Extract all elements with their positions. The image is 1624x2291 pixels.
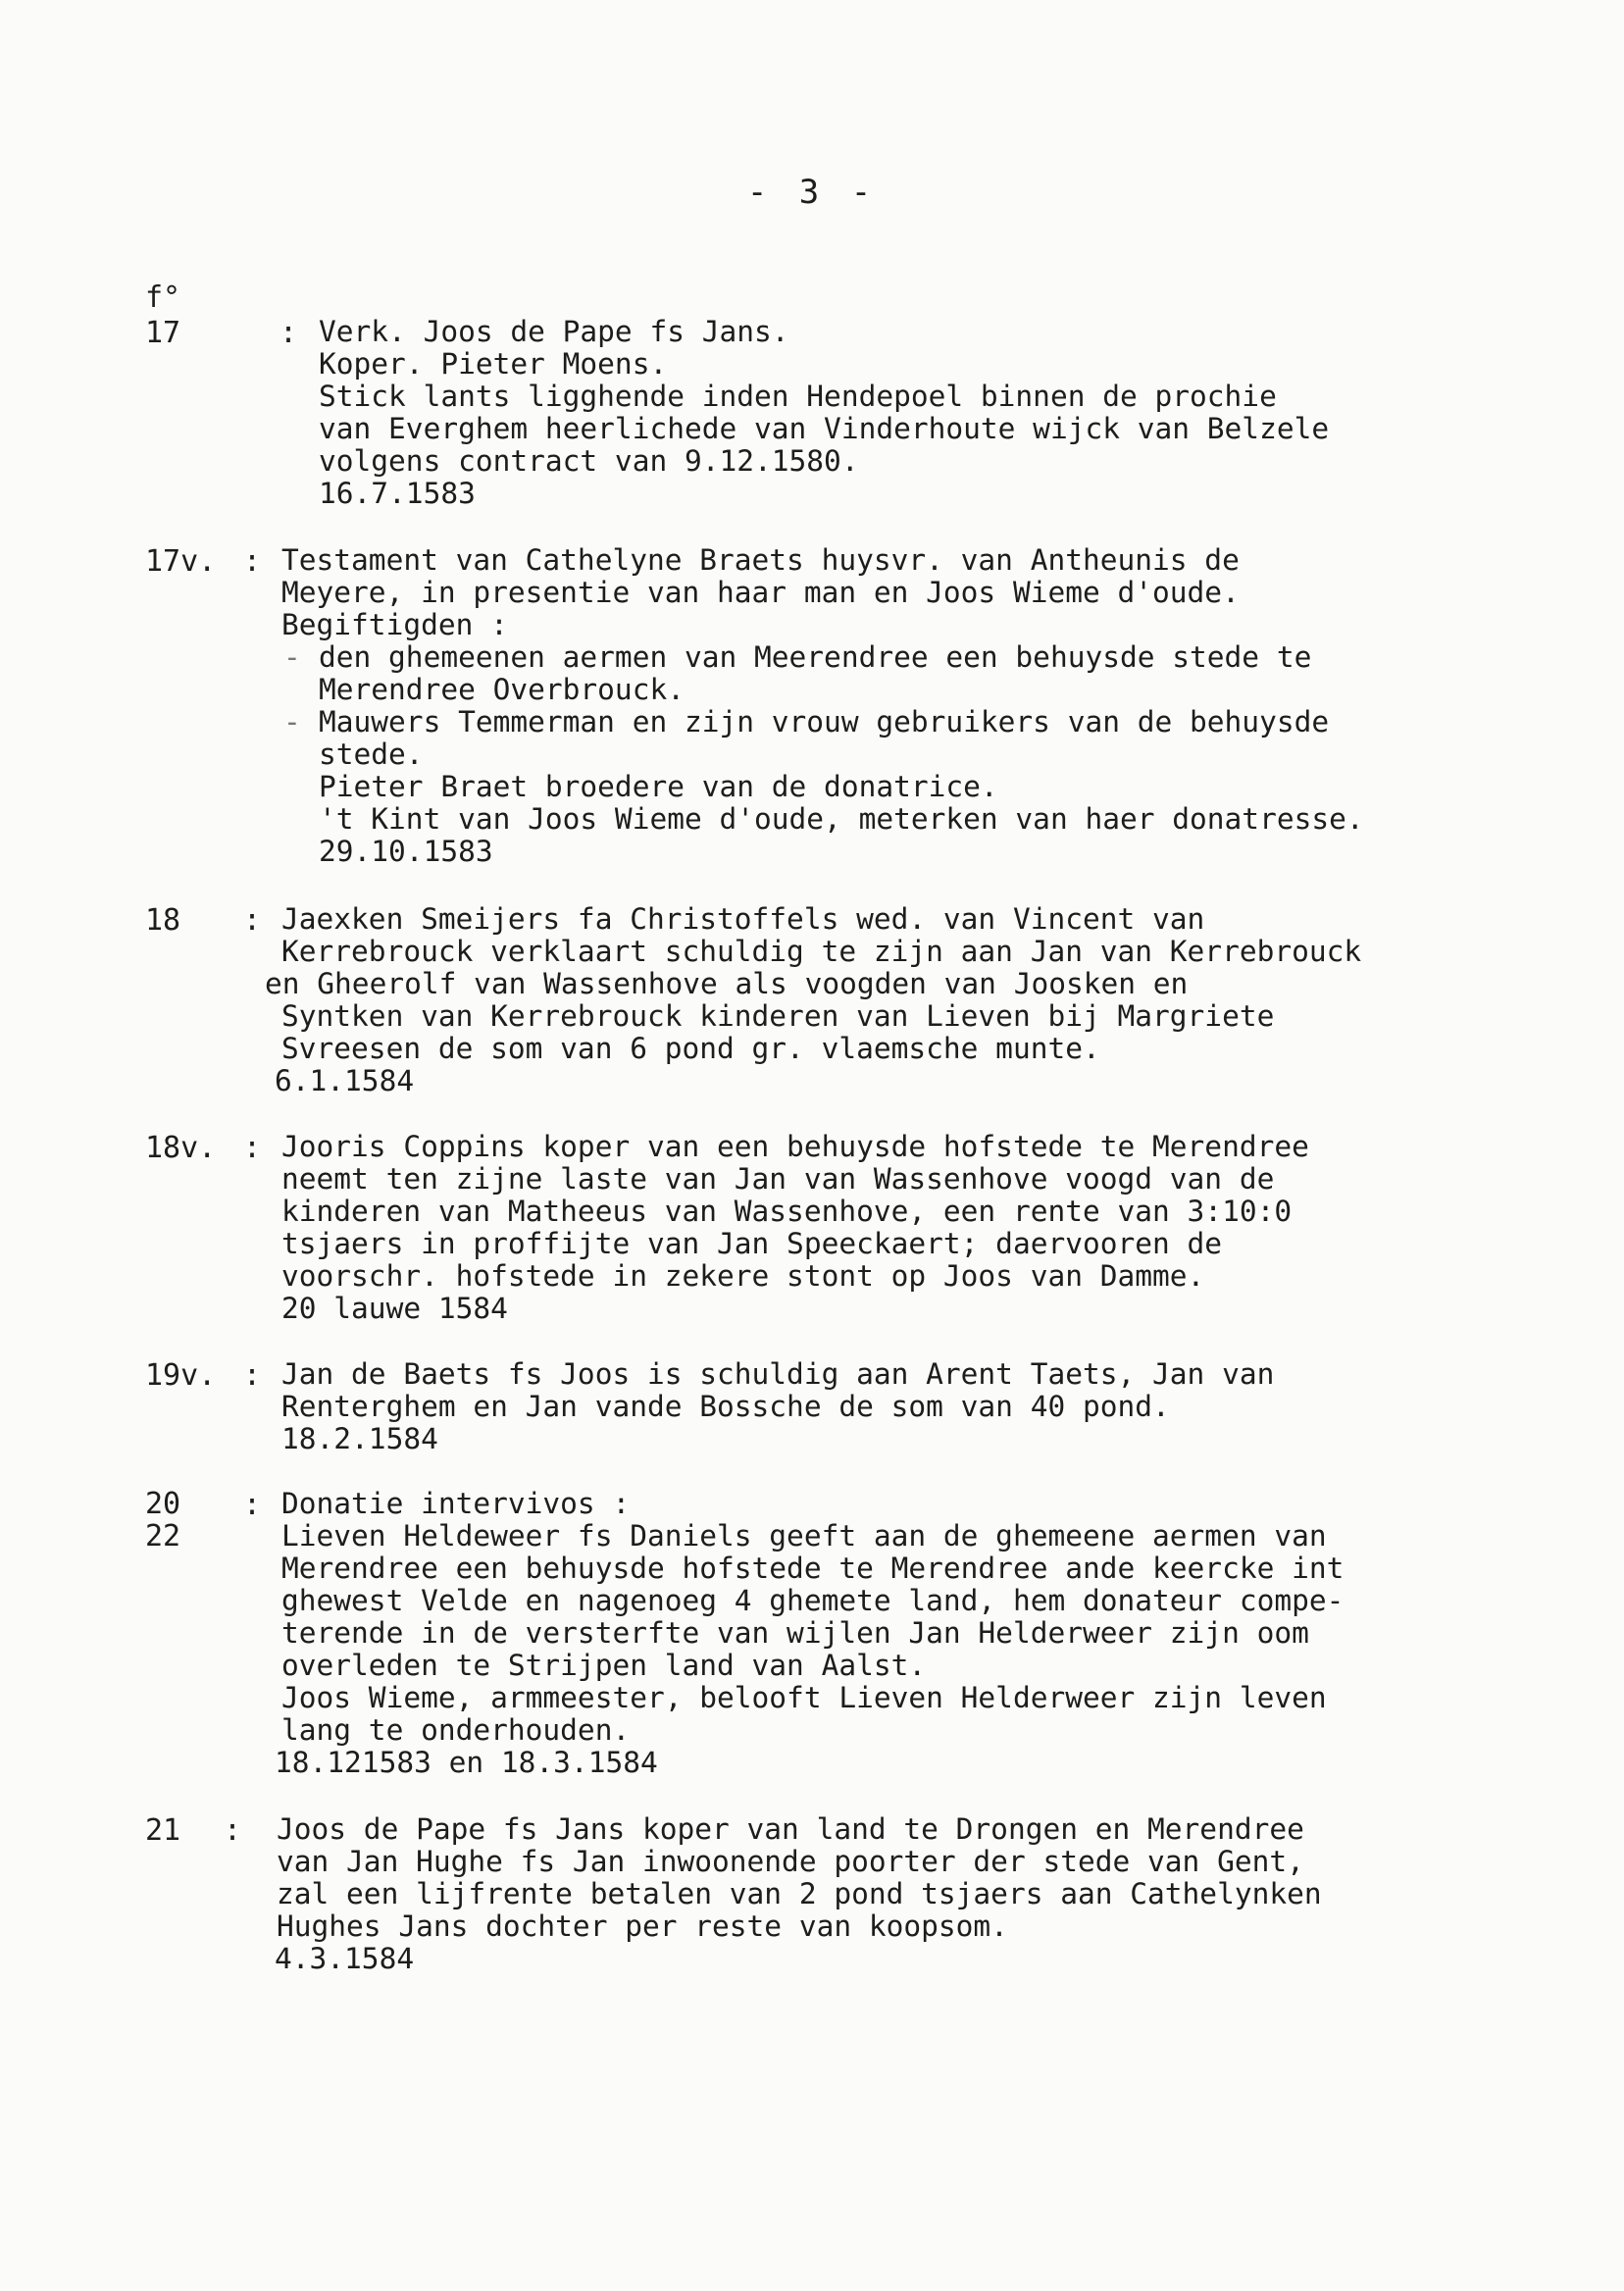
entry-line: Svreesen de som van 6 pond gr. vlaemsche munte. [281, 1032, 1100, 1065]
entry-date: 18.2.1584 [281, 1422, 438, 1455]
entry-line: Joos Wieme, armmeester, belooft Lieven Helderweer zijn leven [281, 1681, 1327, 1714]
colon-separator: : [243, 1488, 262, 1522]
list-item: - den ghemeenen aermen van Meerendree een behuysde stede te [319, 641, 1311, 674]
folio-number: 17v. [145, 544, 217, 579]
entry-line: zal een lijfrente betalen van 2 pond tsjaers aan Cathelynken [277, 1877, 1322, 1910]
entry-line: Pieter Braet broedere van de donatrice. [319, 770, 998, 803]
entry-line: Donatie intervivos : [281, 1487, 631, 1520]
colon-separator: : [279, 316, 298, 350]
entry-line: ghewest Velde en nagenoeg 4 ghemete land, hem donateur compe- [281, 1584, 1345, 1617]
entry-line: Jan de Baets fs Joos is schuldig aan Arent Taets, Jan van [281, 1357, 1275, 1391]
entry-line: Merendree Overbrouck. [319, 673, 685, 706]
entry-line: van Jan Hughe fs Jan inwoonende poorter der stede van Gent, [277, 1845, 1304, 1878]
colon-separator: : [243, 544, 262, 579]
entry-line: kinderen van Matheeus van Wassenhove, een rente van 3:10:0 [281, 1195, 1293, 1228]
entry-line: van Everghem heerlichede van Vinderhoute wijck van Belzele [319, 412, 1330, 445]
entry-date: 29.10.1583 [319, 835, 493, 868]
entry-line: Hughes Jans dochter per reste van koopsom. [277, 1909, 1008, 1943]
entry-line: lang te onderhouden. [281, 1713, 631, 1747]
entry-line: Lieven Heldeweer fs Daniels geeft aan de ghemeene aermen van [281, 1519, 1327, 1553]
entry-line: Begiftigden : [281, 608, 508, 641]
entry-line: Kerrebrouck verklaart schuldig te zijn aan Jan van Kerrebrouck [281, 935, 1362, 968]
entry-line: Stick lants ligghende inden Hendepoel binnen de prochie [319, 380, 1277, 413]
colon-separator: : [243, 1358, 262, 1393]
entry-line: neemt ten zijne laste van Jan van Wassenhove voogd van de [281, 1162, 1275, 1196]
entry-line: Testament van Cathelyne Braets huysvr. van Antheunis de [281, 543, 1240, 577]
entry-date: 18.121583 en 18.3.1584 [275, 1746, 658, 1779]
colon-separator: : [243, 1131, 262, 1165]
colon-separator: : [243, 903, 262, 938]
entry-line: Syntken van Kerrebrouck kinderen van Lieven bij Margriete [281, 999, 1275, 1033]
entry-line: Renterghem en Jan vande Bossche de som van 40 pond. [281, 1390, 1170, 1423]
colon-separator: : [224, 1813, 242, 1848]
folio-number: 17 [145, 316, 181, 350]
entry-line: voorschr. hofstede in zekere stont op Joos van Damme. [281, 1259, 1205, 1293]
entry-date: 4.3.1584 [275, 1942, 415, 1975]
entry-line: Merendree een behuysde hofstede te Merendree ande keercke int [281, 1552, 1345, 1585]
entry-line: Jaexken Smeijers fa Christoffels wed. van Vincent van [281, 902, 1205, 936]
folio-header-label: f° [145, 280, 181, 315]
entry-line: Verk. Joos de Pape fs Jans. [319, 315, 789, 348]
page-number: - 3 - [746, 173, 878, 212]
folio-number: 18 [145, 903, 181, 938]
entry-line: Koper. Pieter Moens. [319, 347, 668, 381]
entry-date: 6.1.1584 [275, 1064, 415, 1097]
folio-number: 18v. [145, 1131, 217, 1165]
folio-number: 19v. [145, 1358, 217, 1393]
entry-line: Jooris Coppins koper van een behuysde hofstede te Merendree [281, 1130, 1309, 1163]
list-item: - Mauwers Temmerman en zijn vrouw gebruikers van de behuysde [319, 706, 1329, 738]
entry-line: tsjaers in proffijte van Jan Speeckaert; daervooren de [281, 1227, 1223, 1260]
entry-line: Joos de Pape fs Jans koper van land te Drongen en Merendree [277, 1812, 1304, 1846]
entry-line: stede. [319, 738, 424, 771]
entry-line: 't Kint van Joos Wieme d'oude, meterken van haer donatresse. [319, 802, 1364, 836]
entry-date: 16.7.1583 [319, 477, 476, 510]
entry-line: volgens contract van 9.12.1580. [319, 444, 859, 478]
entry-line: terende in de versterfte van wijlen Jan Helderweer zijn oom [281, 1616, 1309, 1650]
entry-line: overleden te Strijpen land van Aalst. [281, 1649, 927, 1682]
folio-number: 21 [145, 1813, 181, 1848]
entry-line: en Gheerolf van Wassenhove als voogden van Joosken en [265, 967, 1189, 1000]
entry-line: Meyere, in presentie van haar man en Joos Wieme d'oude. [281, 576, 1240, 609]
folio-number: 20 22 [145, 1487, 181, 1553]
entry-date: 20 lauwe 1584 [281, 1292, 508, 1325]
